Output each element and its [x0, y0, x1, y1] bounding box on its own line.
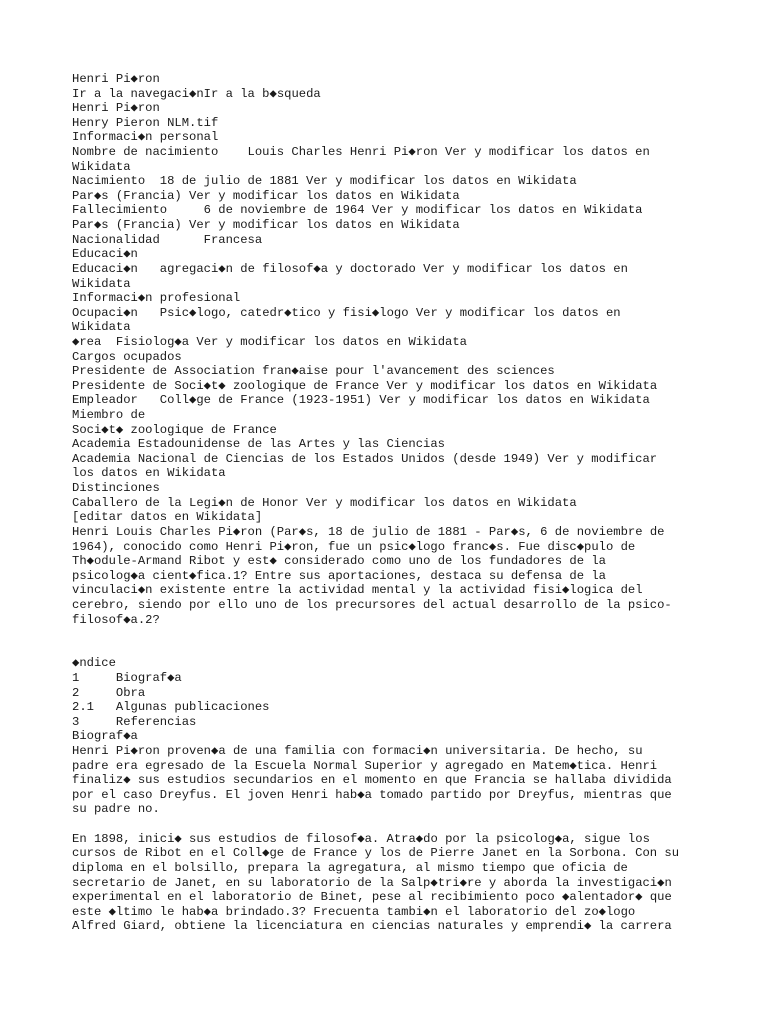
text-line: Empleador Coll◆ge de France (1923-1951) Ver y modificar los datos en Wikidata: [72, 393, 650, 408]
paragraph-line: cursos de Ribot en el Coll◆ge de France y los de Pierre Janet en la Sorbona. Con su: [72, 846, 680, 861]
text-line: Wikidata: [72, 276, 131, 291]
text-line: Wikidata: [72, 320, 131, 335]
paragraph-line: psicolog◆a cient◆fica.1? Entre sus aportaciones, destaca su defensa de la: [72, 568, 606, 583]
text-line: ◆rea Fisiolog◆a Ver y modificar los datos en Wikidata: [72, 334, 467, 349]
paragraph-line: este ◆ltimo le hab◆a brindado.3? Frecuenta tambi◆n el laboratorio del zo◆logo: [72, 904, 636, 919]
text-line: Presidente de Association fran◆aise pour l'avancement des sciences: [72, 364, 555, 379]
image-caption: Henry Pieron NLM.tif: [72, 115, 219, 130]
toc-item: 2 Obra: [72, 685, 146, 700]
text-line: Nacimiento 18 de julio de 1881 Ver y modificar los datos en Wikidata: [72, 174, 577, 189]
infobox-title: Henri Pi◆ron: [72, 101, 160, 116]
section-heading: Biograf◆a: [72, 729, 138, 744]
paragraph-line: Henri Pi◆ron proven◆a de una familia con formaci◆n universitaria. De hecho, su: [72, 744, 643, 759]
paragraph-line: finaliz◆ sus estudios secundarios en el momento en que Francia se hallaba dividida: [72, 773, 672, 788]
toc-item: 3 Referencias: [72, 714, 197, 729]
paragraph-line: su padre no.: [72, 802, 160, 817]
paragraph-line: por el caso Dreyfus. El joven Henri hab◆a tomado partido por Dreyfus, mientras que: [72, 787, 672, 802]
paragraph-line: cerebro, siendo por ello uno de los precursores del actual desarrollo de la psico-: [72, 597, 672, 612]
text-line: Presidente de Soci◆t◆ zoologique de France Ver y modificar los datos en Wikidata: [72, 378, 658, 393]
section-heading: Informaci◆n personal: [72, 130, 219, 145]
toc-item: 2.1 Algunas publicaciones: [72, 700, 270, 715]
paragraph-line: 1964), conocido como Henri Pi◆ron, fue un psic◆logo franc◆s. Fue disc◆pulo de: [72, 539, 636, 554]
paragraph-line: padre era egresado de la Escuela Normal Superior y agregado en Matem◆tica. Henri: [72, 758, 658, 773]
text-line: Par◆s (Francia) Ver y modificar los datos en Wikidata: [72, 188, 460, 203]
text-line: Soci◆t◆ zoologique de France: [72, 422, 277, 437]
paragraph-line: diploma en el bolsillo, prepara la agregatura, al mismo tiempo que oficia de: [72, 860, 628, 875]
blank-line: [72, 627, 712, 642]
nav-links-text: Ir a la navegaci◆nIr a la b◆squeda: [72, 86, 321, 101]
blank-line: [72, 817, 712, 832]
paragraph-line: filosof◆a.2?: [72, 612, 160, 627]
text-line: Fallecimiento 6 de noviembre de 1964 Ver y modificar los datos en Wikidata: [72, 203, 643, 218]
paragraph-line: En 1898, inici◆ sus estudios de filosof◆a. Atra◆do por la psicolog◆a, sigue los: [72, 831, 650, 846]
text-line: Caballero de la Legi◆n de Honor Ver y modificar los datos en Wikidata: [72, 495, 577, 510]
section-heading: Informaci◆n profesional: [72, 291, 241, 306]
text-line: Wikidata: [72, 159, 131, 174]
text-line: Ocupaci◆n Psic◆logo, catedr◆tico y fisi◆logo Ver y modificar los datos en: [72, 305, 621, 320]
section-heading: Educaci◆n: [72, 247, 138, 262]
paragraph-line: vinculaci◆n existente entre la actividad mental y la actividad fisi◆logica del: [72, 583, 643, 598]
doc-title: Henri Pi◆ron: [72, 72, 160, 86]
text-line: Par◆s (Francia) Ver y modificar los datos en Wikidata: [72, 218, 460, 233]
edit-data-link: [editar datos en Wikidata]: [72, 510, 263, 525]
paragraph-line: Alfred Giard, obtiene la licenciatura en ciencias naturales y emprendi◆ la carrera: [72, 919, 672, 934]
text-line: los datos en Wikidata: [72, 466, 226, 481]
text-line: Educaci◆n agregaci◆n de filosof◆a y doctorado Ver y modificar los datos en: [72, 261, 628, 276]
text-line: Nombre de nacimiento Louis Charles Henri Pi◆ron Ver y modificar los datos en: [72, 145, 650, 160]
paragraph-line: secretario de Janet, en su laboratorio de la Salp◆tri◆re y aborda la investigaci◆n: [72, 875, 672, 890]
paragraph-line: Th◆odule-Armand Ribot y est◆ considerado como uno de los fundadores de la: [72, 554, 606, 569]
text-line: Miembro de: [72, 408, 146, 423]
text-line: Academia Estadounidense de las Artes y las Ciencias: [72, 437, 445, 452]
document-page: [72, 72, 712, 934]
text-line: Nacionalidad Francesa: [72, 232, 263, 247]
text-line: Academia Nacional de Ciencias de los Estados Unidos (desde 1949) Ver y modificar: [72, 451, 658, 466]
toc-item: 1 Biograf◆a: [72, 670, 182, 685]
blank-line: [72, 642, 712, 657]
paragraph-line: Henri Louis Charles Pi◆ron (Par◆s, 18 de julio de 1881 - Par◆s, 6 de noviembre de: [72, 524, 665, 539]
toc-heading: ◆ndice: [72, 656, 116, 671]
section-heading: Cargos ocupados: [72, 349, 182, 364]
paragraph-line: experimental en el laboratorio de Binet, pese al recibimiento poco ◆alentador◆ que: [72, 890, 672, 905]
section-heading: Distinciones: [72, 481, 160, 496]
